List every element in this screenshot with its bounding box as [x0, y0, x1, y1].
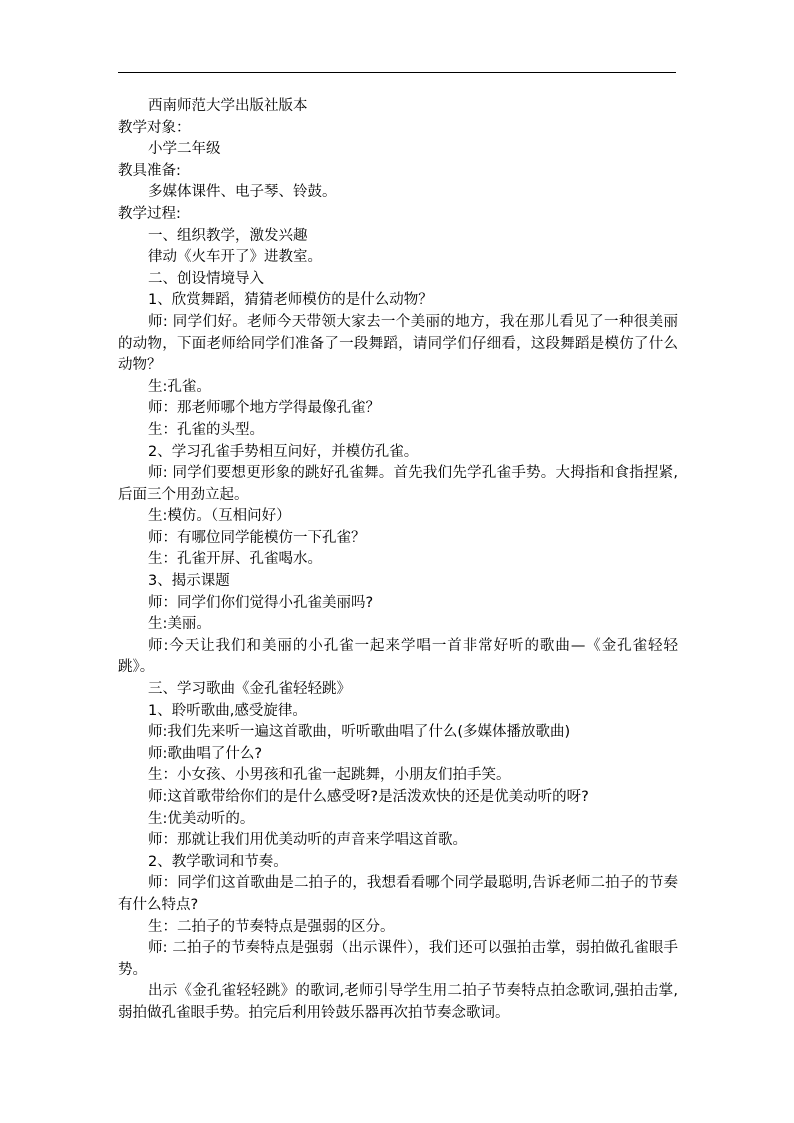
paragraph: 西南师范大学出版社版本 — [148, 98, 308, 114]
paragraph: 师：那老师哪个地方学得最像孔雀？ — [148, 400, 380, 417]
paragraph: 2、教学歌词和节奏。 — [148, 853, 288, 870]
paragraph: 教学过程: — [118, 205, 181, 222]
paragraph: 师:这首歌带给你们的是什么感受呀?是活泼欢快的还是优美动听的呀? — [148, 789, 589, 805]
paragraph: 生:美丽。 — [148, 616, 211, 633]
paragraph: 生：小女孩、小男孩和孔雀一起跳舞，小朋友们拍手笑。 — [148, 767, 511, 784]
paragraph: 师:歌曲唱了什么? — [148, 745, 263, 762]
paragraph: 生:优美动听的。 — [148, 810, 255, 827]
paragraph: 1、聆听歌曲,感受旋律。 — [148, 702, 307, 719]
paragraph: 律动《火车开了》进教室。 — [148, 249, 322, 266]
paragraph: 教学对象： — [118, 119, 191, 136]
paragraph: 师:我们先来听一遍这首歌曲，听听歌曲唱了什么(多媒体播放歌曲) — [148, 724, 571, 741]
paragraph: 多媒体课件、电子琴、铃鼓。 — [148, 184, 337, 201]
paragraph: 生：二拍子的节奏特点是强弱的区分。 — [148, 918, 395, 935]
paragraph: 师: 同学们要想更形象的跳好孔雀舞。首先我们先学孔雀手势。大拇指和食指捏紧,后面三个用劲立起。 — [118, 465, 678, 503]
paragraph: 师：同学们你们觉得小孔雀美丽吗? — [148, 594, 374, 611]
paragraph: 生：孔雀开屏、孔雀喝水。 — [148, 551, 322, 568]
paragraph: 师：同学们这首歌曲是二拍子的，我想看看哪个同学最聪明,告诉老师二拍子的节奏有什么特点? — [118, 875, 678, 913]
header-rule — [118, 72, 676, 73]
paragraph: 出示《金孔雀轻轻跳》的歌词,老师引导学生用二拍子节奏特点拍念歌词,强拍击掌,弱拍做孔雀眼手势。拍完后利用铃鼓乐器再次拍节奏念歌词。 — [118, 983, 678, 1021]
paragraph: 师：那就让我们用优美动听的声音来学唱这首歌。 — [148, 832, 467, 849]
paragraph: 三、学习歌曲《金孔雀轻轻跳》 — [148, 681, 351, 698]
paragraph: 师：有哪位同学能模仿一下孔雀？ — [148, 529, 366, 546]
paragraph: 教具准备: — [118, 162, 181, 179]
paragraph: 师: 同学们好。老师今天带领大家去一个美丽的地方，我在那儿看见了一种很美丽的动物，下面老师给同学们准备了一段舞蹈，请同学们仔细看，这段舞蹈是模仿了什么动物？ — [118, 313, 678, 374]
paragraph: 师:今天让我们和美丽的小孔雀一起来学唱一首非常好听的歌曲—《金孔雀轻轻跳》。 — [118, 637, 678, 676]
paragraph: 师: 二拍子的节奏特点是强弱（出示课件），我们还可以强拍击掌，弱拍做孔雀眼手势。 — [118, 940, 678, 978]
paragraph: 2、学习孔雀手势相互问好，并模仿孔雀。 — [148, 443, 419, 460]
paragraph: 生：孔雀的头型。 — [148, 421, 264, 438]
paragraph: 生:模仿。（互相问好） — [148, 508, 291, 525]
paragraph: 一、组织教学，激发兴趣 — [148, 227, 308, 244]
document-body — [118, 96, 678, 1025]
paragraph: 小学二年级 — [148, 141, 221, 158]
paragraph: 1、欣赏舞蹈，猜猜老师模仿的是什么动物？ — [148, 292, 433, 309]
paragraph: 二、创设情境导入 — [148, 270, 264, 287]
paragraph: 3、揭示课题 — [148, 573, 230, 590]
paragraph: 生:孔雀。 — [148, 378, 211, 395]
